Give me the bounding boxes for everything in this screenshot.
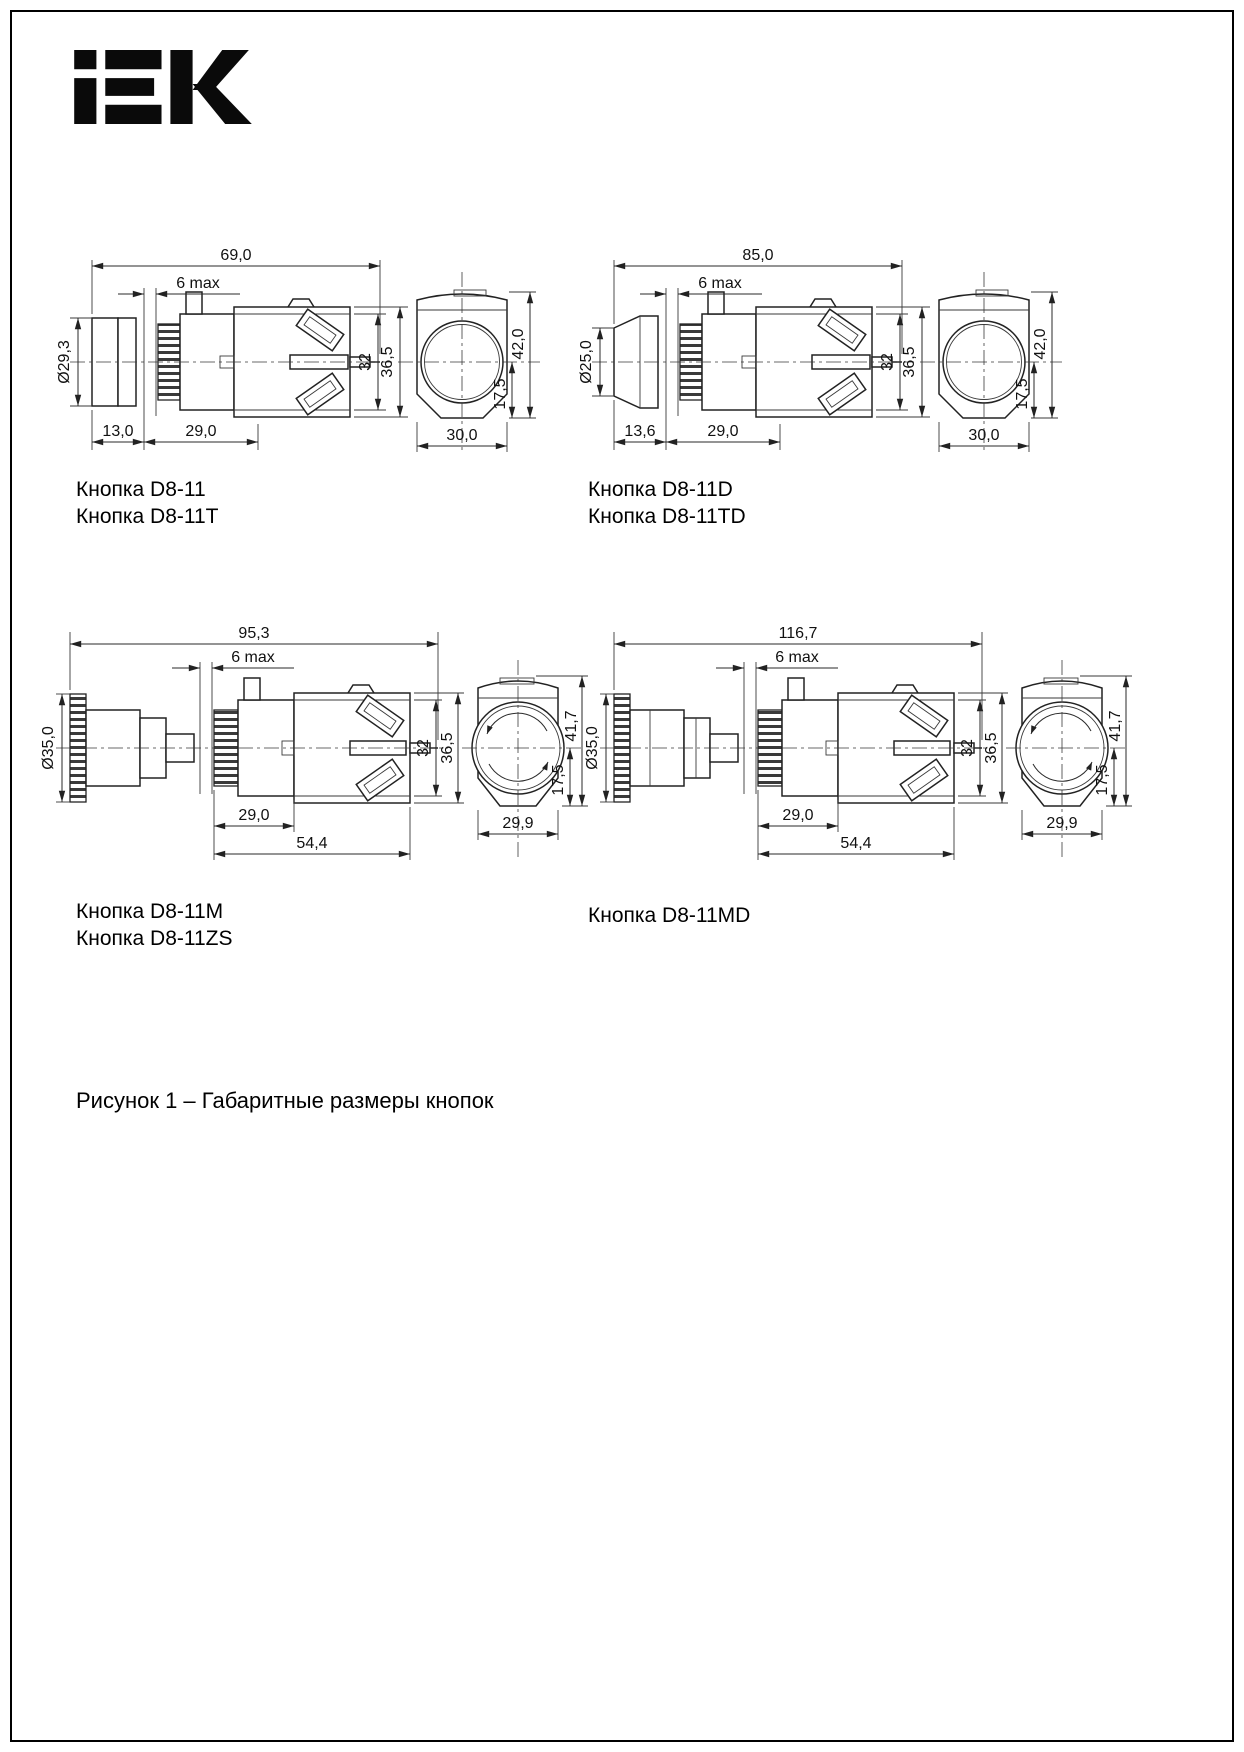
dim-fw-text: 30,0 bbox=[968, 427, 1000, 444]
side-view bbox=[600, 662, 992, 803]
dim-front-height bbox=[1031, 292, 1058, 418]
iek-logo bbox=[74, 50, 252, 124]
dim-panel-text: 6 max bbox=[698, 275, 742, 292]
dim-b-text: 29,0 bbox=[707, 423, 739, 440]
dim-body-depth bbox=[144, 423, 258, 450]
drawing-d8-11m bbox=[40, 618, 593, 870]
button-name: Кнопка D8-11ZS bbox=[76, 927, 233, 950]
dim-body-depth bbox=[666, 423, 780, 450]
dim-panel-thickness bbox=[172, 649, 294, 668]
dim-diameter-text: Ø35,0 bbox=[584, 726, 601, 770]
dim-fw-text: 29,9 bbox=[1046, 815, 1078, 832]
dim-h1-text: 32 bbox=[357, 353, 374, 371]
dim-panel-text: 6 max bbox=[231, 649, 275, 666]
dim-h1-text: 32 bbox=[959, 739, 976, 757]
front-view bbox=[920, 272, 1062, 450]
dim-b-text: 54,4 bbox=[840, 835, 872, 852]
dim-a-text: 29,0 bbox=[238, 807, 270, 824]
dim-a-text: 13,6 bbox=[624, 423, 656, 440]
dim-fh-text: 41,7 bbox=[1107, 710, 1124, 742]
button-name: Кнопка D8-11M bbox=[76, 900, 224, 923]
dim-fc-text: 17,5 bbox=[1094, 764, 1111, 796]
dim-diameter-text: Ø29,3 bbox=[56, 340, 73, 384]
button-name: Кнопка D8-11TD bbox=[588, 505, 746, 528]
dim-fc-text: 17,5 bbox=[550, 764, 567, 796]
dim-a-text: 13,0 bbox=[102, 423, 134, 440]
dim-h2-text: 36,5 bbox=[379, 346, 396, 378]
dim-head-depth bbox=[92, 410, 144, 450]
label-d8-11d bbox=[588, 476, 746, 530]
drawing-d8-11md bbox=[584, 618, 1137, 870]
dim-fh-text: 42,0 bbox=[1032, 328, 1049, 360]
dim-a-text: 29,0 bbox=[782, 807, 814, 824]
dim-panel-thickness bbox=[716, 649, 838, 668]
dim-panel-text: 6 max bbox=[775, 649, 819, 666]
dim-h2-text: 36,5 bbox=[439, 732, 456, 764]
dim-body-depth bbox=[214, 790, 294, 860]
dim-fh-text: 42,0 bbox=[510, 328, 527, 360]
dim-h2-text: 36,5 bbox=[983, 732, 1000, 764]
dim-fc-text: 17,5 bbox=[1014, 378, 1031, 410]
dim-fh-text: 41,7 bbox=[563, 710, 580, 742]
label-d8-11md bbox=[588, 902, 750, 929]
dim-panel-thickness bbox=[118, 275, 240, 294]
button-name: Кнопка D8-11D bbox=[588, 478, 733, 501]
drawing-d8-11d bbox=[578, 244, 1064, 459]
dim-panel-thickness bbox=[640, 275, 762, 294]
dim-fw-text: 29,9 bbox=[502, 815, 534, 832]
dim-h2-text: 36,5 bbox=[901, 346, 918, 378]
dim-b-text: 54,4 bbox=[296, 835, 328, 852]
dim-total-text: 69,0 bbox=[220, 247, 252, 264]
dim-fw-text: 30,0 bbox=[446, 427, 478, 444]
dim-h1-text: 32 bbox=[415, 739, 432, 757]
button-name: Кнопка D8-11 bbox=[76, 478, 206, 501]
iek-logo-glyphs bbox=[74, 50, 252, 124]
dim-diameter-text: Ø25,0 bbox=[578, 340, 595, 384]
figure-caption: Рисунок 1 – Габаритные размеры кнопок bbox=[76, 1088, 494, 1113]
label-d8-11 bbox=[76, 476, 219, 530]
dim-panel-text: 6 max bbox=[176, 275, 220, 292]
front-view bbox=[398, 272, 540, 450]
button-name: Кнопка D8-11T bbox=[76, 505, 219, 528]
dim-b-text: 29,0 bbox=[185, 423, 217, 440]
dim-total-text: 95,3 bbox=[238, 625, 270, 642]
drawing-d8-11 bbox=[56, 244, 542, 459]
dim-total-text: 85,0 bbox=[742, 247, 774, 264]
dim-body-depth bbox=[758, 790, 838, 860]
dim-total-text: 116,7 bbox=[778, 625, 818, 642]
dim-diameter-text: Ø35,0 bbox=[40, 726, 57, 770]
dim-h1-text: 32 bbox=[879, 353, 896, 371]
button-name: Кнопка D8-11MD bbox=[588, 904, 751, 927]
dim-front-height bbox=[509, 292, 536, 418]
side-view bbox=[56, 662, 448, 803]
dim-fc-text: 17,5 bbox=[492, 378, 509, 410]
label-d8-11m bbox=[76, 898, 233, 952]
